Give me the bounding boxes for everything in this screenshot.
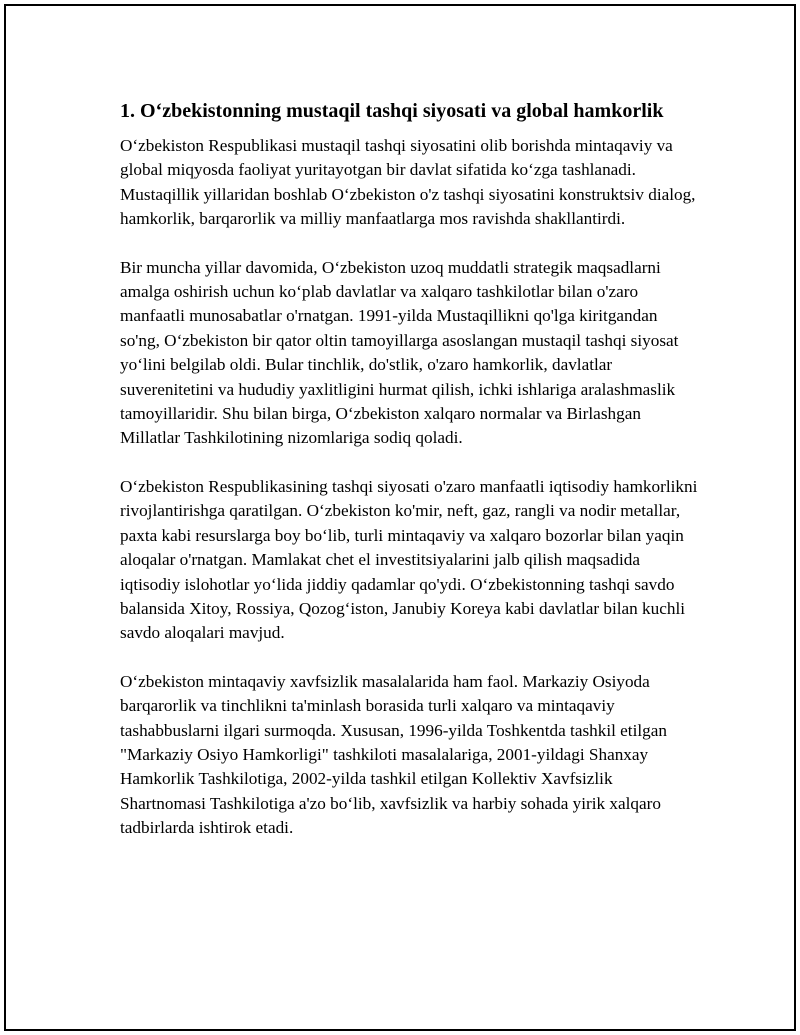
paragraph-3: O‘zbekiston Respublikasining tashqi siyosati o'zaro manfaatli iqtisodiy hamkorlikni rivojlantirishga qaratilgan. O‘zbekiston ko'mir, neft, gaz, rangli va nodir metallar, paxta kabi resurslarga boy bo‘lib, turli mintaqaviy va xalqaro bozorlar bilan yaqin aloqalar o'rnatgan. Mamlakat chet el investitsiyalarini jalb qilish maqsadida iqtisodiy islohotlar yo‘lida jiddiy qadamlar qo'ydi. O‘zbekistonning tashqi savdo balansida Xitoy, Rossiya, Qozog‘iston, Janubiy Koreya kabi davlatlar bilan kuchli savdo aloqalari mavjud. — [120, 476, 698, 643]
section-title: 1. O‘zbekistonning mustaqil tashqi siyosati va global hamkorlik — [120, 100, 664, 122]
paragraph-4: O‘zbekiston mintaqaviy xavfsizlik masalalarida ham faol. Markaziy Osiyoda barqarorlik va tinchlikni ta'minlash borasida turli xalqaro va mintaqaviy tashabbuslarni ilgari surmoqda. Xususan, 1996-yilda Toshkentda tashkil etilgan "Markaziy Osiyo Hamkorligi" tashkiloti masalalariga, 2001-yildagi Shanxay Hamkorlik Tashkilotiga, 2002-yilda tashkil etilgan Kollektiv Xavfsizlik Shartnomasi Tashkilotiga a'zo bo‘lib, xavfsizlik va harbiy sohada yirik xalqaro tadbirlarda ishtirok etadi. — [120, 671, 667, 838]
paragraph-1: O‘zbekiston Respublikasi mustaqil tashqi siyosatini olib borishda mintaqaviy va global miqyosda faoliyat yuritayotgan bir davlat sifatida ko‘zga tashlanadi. Mustaqillik yillaridan boshlab O‘zbekiston o'z tashqi siyosatini konstruktsiv dialog, hamkorlik, barqarorlik va milliy manfaatlarga mos ravishda shakllantirdi. — [120, 136, 696, 229]
page-frame — [4, 4, 796, 1031]
document-body — [120, 98, 700, 865]
paragraph-2: Bir muncha yillar davomida, O‘zbekiston uzoq muddatli strategik maqsadlarni amalga oshirish uchun ko‘plab davlatlar va xalqaro tashkilotlar bilan o'zaro manfaatli munosabatlar o'rnatgan. 1991-yilda Mustaqillikni qo'lga kiritgandan so'ng, O‘zbekiston bir qator oltin tamoyillarga asoslangan mustaqil tashqi siyosat yo‘lini belgilab oldi. Bular tinchlik, do'stlik, o'zaro hamkorlik, davlatlar suverenitetini va hududiy yaxlitligini hurmat qilish, ichki ishlariga aralashmaslik tamoyillaridir. Shu bilan birga, O‘zbekiston xalqaro normalar va Birlashgan Millatlar Tashkilotining nizomlariga sodiq qoladi. — [120, 257, 679, 448]
